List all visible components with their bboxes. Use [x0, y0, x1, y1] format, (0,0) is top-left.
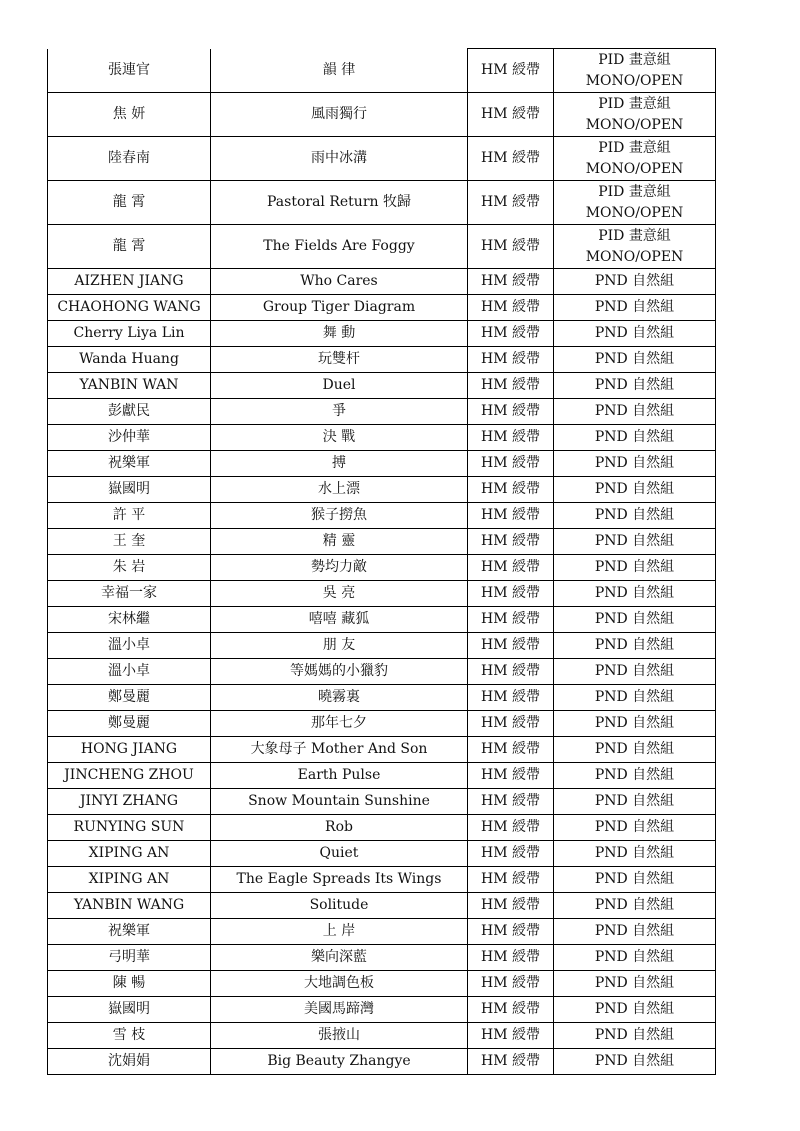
table-row: [48, 269, 716, 295]
medal-cell: HM 綬帶: [468, 137, 554, 181]
author-cell: 宋林繼: [48, 607, 211, 633]
table-row: [48, 659, 716, 685]
award-line: PND 自然組: [594, 845, 675, 861]
title-cell: 大象母子 Mother And Son: [211, 737, 468, 763]
award-line: PID 畫意組: [598, 139, 671, 156]
award-line: PND 自然組: [594, 429, 675, 445]
author-cell: 許 平: [48, 503, 211, 529]
award-cell: [554, 555, 716, 581]
medal-cell: HM 綬帶: [468, 321, 554, 347]
award-cell: [554, 399, 716, 425]
author-cell: JINYI ZHANG: [48, 789, 211, 815]
award-cell: [554, 181, 716, 225]
medal-cell: HM 綬帶: [468, 737, 554, 763]
award-line: PND 自然組: [594, 871, 675, 887]
author-cell: CHAOHONG WANG: [48, 295, 211, 321]
medal-cell: HM 綬帶: [468, 685, 554, 711]
author-cell: XIPING AN: [48, 867, 211, 893]
table-row: [48, 945, 716, 971]
table-row: [48, 893, 716, 919]
medal-cell: HM 綬帶: [468, 1049, 554, 1075]
award-cell: [554, 971, 716, 997]
table-row: [48, 711, 716, 737]
award-cell: [554, 321, 716, 347]
award-line: PND 自然組: [594, 897, 675, 913]
title-cell: 爭: [211, 399, 468, 425]
table-row: [48, 137, 716, 181]
award-line: PND 自然組: [594, 559, 675, 575]
medal-cell: HM 綬帶: [468, 919, 554, 945]
author-cell: 祝樂軍: [48, 451, 211, 477]
medal-cell: HM 綬帶: [468, 581, 554, 607]
author-cell: 龍 霄: [48, 225, 211, 269]
table-row: [48, 451, 716, 477]
medal-cell: HM 綬帶: [468, 181, 554, 225]
table-row: [48, 633, 716, 659]
award-line: PND 自然組: [594, 533, 675, 549]
title-cell: 樂向深藍: [211, 945, 468, 971]
medal-cell: HM 綬帶: [468, 269, 554, 295]
table-row: [48, 347, 716, 373]
table-row: [48, 685, 716, 711]
author-cell: 陸春南: [48, 137, 211, 181]
author-cell: 沙仲華: [48, 425, 211, 451]
award-line: MONO/OPEN: [585, 72, 684, 89]
award-line: PND 自然組: [594, 1053, 675, 1069]
award-cell: [554, 737, 716, 763]
author-cell: 雪 枝: [48, 1023, 211, 1049]
author-cell: 王 奎: [48, 529, 211, 555]
award-line: PND 自然組: [594, 741, 675, 757]
table-row: [48, 295, 716, 321]
title-cell: 等媽媽的小獵豹: [211, 659, 468, 685]
title-cell: 舞 動: [211, 321, 468, 347]
award-line: PND 自然組: [594, 455, 675, 471]
title-cell: Quiet: [211, 841, 468, 867]
medal-cell: HM 綬帶: [468, 867, 554, 893]
award-cell: [554, 451, 716, 477]
award-cell: [554, 893, 716, 919]
award-line: PND 自然組: [594, 325, 675, 341]
medal-cell: HM 綬帶: [468, 529, 554, 555]
award-cell: [554, 477, 716, 503]
medal-cell: HM 綬帶: [468, 971, 554, 997]
title-cell: 風雨獨行: [211, 93, 468, 137]
title-cell: Earth Pulse: [211, 763, 468, 789]
medal-cell: HM 綬帶: [468, 347, 554, 373]
table-row: [48, 225, 716, 269]
table-row: [48, 581, 716, 607]
award-line: PND 自然組: [594, 819, 675, 835]
title-cell: 大地調色板: [211, 971, 468, 997]
author-cell: YANBIN WANG: [48, 893, 211, 919]
author-cell: 張連官: [48, 49, 211, 93]
award-line: PND 自然組: [594, 351, 675, 367]
award-cell: [554, 347, 716, 373]
medal-cell: HM 綬帶: [468, 711, 554, 737]
title-cell: Who Cares: [211, 269, 468, 295]
table-row: [48, 1049, 716, 1075]
award-line: PND 自然組: [594, 1027, 675, 1043]
award-cell: [554, 685, 716, 711]
table-row: [48, 93, 716, 137]
title-cell: 決 戰: [211, 425, 468, 451]
medal-cell: HM 綬帶: [468, 295, 554, 321]
award-line: PND 自然組: [594, 1001, 675, 1017]
award-cell: [554, 1049, 716, 1075]
award-line: PND 自然組: [594, 715, 675, 731]
title-cell: The Fields Are Foggy: [211, 225, 468, 269]
title-cell: 朋 友: [211, 633, 468, 659]
author-cell: 溫小卓: [48, 659, 211, 685]
title-cell: The Eagle Spreads Its Wings: [211, 867, 468, 893]
medal-cell: HM 綬帶: [468, 893, 554, 919]
award-cell: [554, 137, 716, 181]
title-cell: 那年七夕: [211, 711, 468, 737]
title-cell: Snow Mountain Sunshine: [211, 789, 468, 815]
award-cell: [554, 945, 716, 971]
title-cell: Duel: [211, 373, 468, 399]
award-cell: [554, 841, 716, 867]
medal-cell: HM 綬帶: [468, 503, 554, 529]
award-line: PND 自然組: [594, 507, 675, 523]
title-cell: Rob: [211, 815, 468, 841]
medal-cell: HM 綬帶: [468, 225, 554, 269]
author-cell: Wanda Huang: [48, 347, 211, 373]
author-cell: 嶽國明: [48, 477, 211, 503]
author-cell: 朱 岩: [48, 555, 211, 581]
award-cell: [554, 529, 716, 555]
medal-cell: HM 綬帶: [468, 425, 554, 451]
author-cell: 弓明華: [48, 945, 211, 971]
title-cell: Big Beauty Zhangye: [211, 1049, 468, 1075]
author-cell: 鄭曼麗: [48, 711, 211, 737]
title-cell: Pastoral Return 牧歸: [211, 181, 468, 225]
title-cell: 精 靈: [211, 529, 468, 555]
author-cell: AIZHEN JIANG: [48, 269, 211, 295]
award-cell: [554, 295, 716, 321]
table-row: [48, 971, 716, 997]
table-row: [48, 477, 716, 503]
award-cell: [554, 997, 716, 1023]
title-cell: 水上漂: [211, 477, 468, 503]
medal-cell: HM 綬帶: [468, 841, 554, 867]
title-cell: 猴子撈魚: [211, 503, 468, 529]
table-row: [48, 997, 716, 1023]
author-cell: 龍 霄: [48, 181, 211, 225]
award-cell: [554, 503, 716, 529]
award-line: PND 自然組: [594, 793, 675, 809]
table-row: [48, 867, 716, 893]
table-row: [48, 607, 716, 633]
medal-cell: HM 綬帶: [468, 789, 554, 815]
medal-cell: HM 綬帶: [468, 763, 554, 789]
title-cell: 韻 律: [211, 49, 468, 93]
awards-table-body: [48, 49, 716, 1075]
author-cell: 陳 暢: [48, 971, 211, 997]
table-row: [48, 789, 716, 815]
author-cell: Cherry Liya Lin: [48, 321, 211, 347]
award-cell: [554, 711, 716, 737]
award-cell: [554, 607, 716, 633]
title-cell: 張掖山: [211, 1023, 468, 1049]
title-cell: 勢均力敵: [211, 555, 468, 581]
table-row: [48, 529, 716, 555]
award-line: PND 自然組: [594, 377, 675, 393]
title-cell: 雨中冰溝: [211, 137, 468, 181]
award-cell: [554, 763, 716, 789]
award-cell: [554, 373, 716, 399]
table-row: [48, 373, 716, 399]
medal-cell: HM 綬帶: [468, 555, 554, 581]
award-line: MONO/OPEN: [585, 116, 684, 133]
award-line: PND 自然組: [594, 663, 675, 679]
medal-cell: HM 綬帶: [468, 451, 554, 477]
title-cell: 嘻嘻 藏狐: [211, 607, 468, 633]
title-cell: 玩雙杆: [211, 347, 468, 373]
author-cell: 幸福一家: [48, 581, 211, 607]
table-row: [48, 181, 716, 225]
award-cell: [554, 659, 716, 685]
award-cell: [554, 789, 716, 815]
award-cell: [554, 425, 716, 451]
award-line: PND 自然組: [594, 923, 675, 939]
table-row: [48, 49, 716, 93]
award-cell: [554, 225, 716, 269]
award-cell: [554, 1023, 716, 1049]
award-line: MONO/OPEN: [585, 248, 684, 265]
table-row: [48, 1023, 716, 1049]
table-row: [48, 425, 716, 451]
author-cell: 嶽國明: [48, 997, 211, 1023]
author-cell: 焦 妍: [48, 93, 211, 137]
table-row: [48, 815, 716, 841]
author-cell: 彭獻民: [48, 399, 211, 425]
author-cell: 溫小卓: [48, 633, 211, 659]
author-cell: JINCHENG ZHOU: [48, 763, 211, 789]
award-line: PND 自然組: [594, 273, 675, 289]
award-cell: [554, 919, 716, 945]
award-cell: [554, 269, 716, 295]
award-line: PND 自然組: [594, 949, 675, 965]
award-cell: [554, 581, 716, 607]
table-row: [48, 555, 716, 581]
award-line: PND 自然組: [594, 481, 675, 497]
author-cell: HONG JIANG: [48, 737, 211, 763]
award-cell: [554, 633, 716, 659]
table-row: [48, 503, 716, 529]
award-line: PND 自然組: [594, 975, 675, 991]
table-row: [48, 737, 716, 763]
table-row: [48, 919, 716, 945]
medal-cell: HM 綬帶: [468, 997, 554, 1023]
title-cell: 吳 亮: [211, 581, 468, 607]
table-row: [48, 841, 716, 867]
award-line: PND 自然組: [594, 767, 675, 783]
title-cell: Solitude: [211, 893, 468, 919]
award-line: PND 自然組: [594, 637, 675, 653]
award-line: PND 自然組: [594, 299, 675, 315]
award-line: PND 自然組: [594, 689, 675, 705]
medal-cell: HM 綬帶: [468, 477, 554, 503]
medal-cell: HM 綬帶: [468, 93, 554, 137]
medal-cell: HM 綬帶: [468, 815, 554, 841]
title-cell: 上 岸: [211, 919, 468, 945]
award-line: PID 畫意組: [598, 95, 671, 112]
award-cell: [554, 93, 716, 137]
medal-cell: HM 綬帶: [468, 659, 554, 685]
title-cell: 曉霧裏: [211, 685, 468, 711]
medal-cell: HM 綬帶: [468, 373, 554, 399]
award-cell: [554, 815, 716, 841]
award-line: PND 自然組: [594, 611, 675, 627]
table-row: [48, 321, 716, 347]
medal-cell: HM 綬帶: [468, 1023, 554, 1049]
table-row: [48, 399, 716, 425]
award-cell: [554, 49, 716, 93]
medal-cell: HM 綬帶: [468, 49, 554, 93]
medal-cell: HM 綬帶: [468, 633, 554, 659]
award-line: MONO/OPEN: [585, 204, 684, 221]
award-line: PID 畫意組: [598, 227, 671, 244]
award-line: PID 畫意組: [598, 51, 671, 68]
medal-cell: HM 綬帶: [468, 399, 554, 425]
author-cell: RUNYING SUN: [48, 815, 211, 841]
author-cell: XIPING AN: [48, 841, 211, 867]
award-line: PND 自然組: [594, 403, 675, 419]
author-cell: YANBIN WAN: [48, 373, 211, 399]
medal-cell: HM 綬帶: [468, 945, 554, 971]
author-cell: 祝樂軍: [48, 919, 211, 945]
award-cell: [554, 867, 716, 893]
award-line: MONO/OPEN: [585, 160, 684, 177]
author-cell: 鄭曼麗: [48, 685, 211, 711]
title-cell: Group Tiger Diagram: [211, 295, 468, 321]
title-cell: 搏: [211, 451, 468, 477]
author-cell: 沈娟娟: [48, 1049, 211, 1075]
medal-cell: HM 綬帶: [468, 607, 554, 633]
table-row: [48, 763, 716, 789]
award-line: PID 畫意組: [598, 183, 671, 200]
awards-table: [47, 48, 716, 1075]
award-line: PND 自然組: [594, 585, 675, 601]
title-cell: 美國馬蹄灣: [211, 997, 468, 1023]
